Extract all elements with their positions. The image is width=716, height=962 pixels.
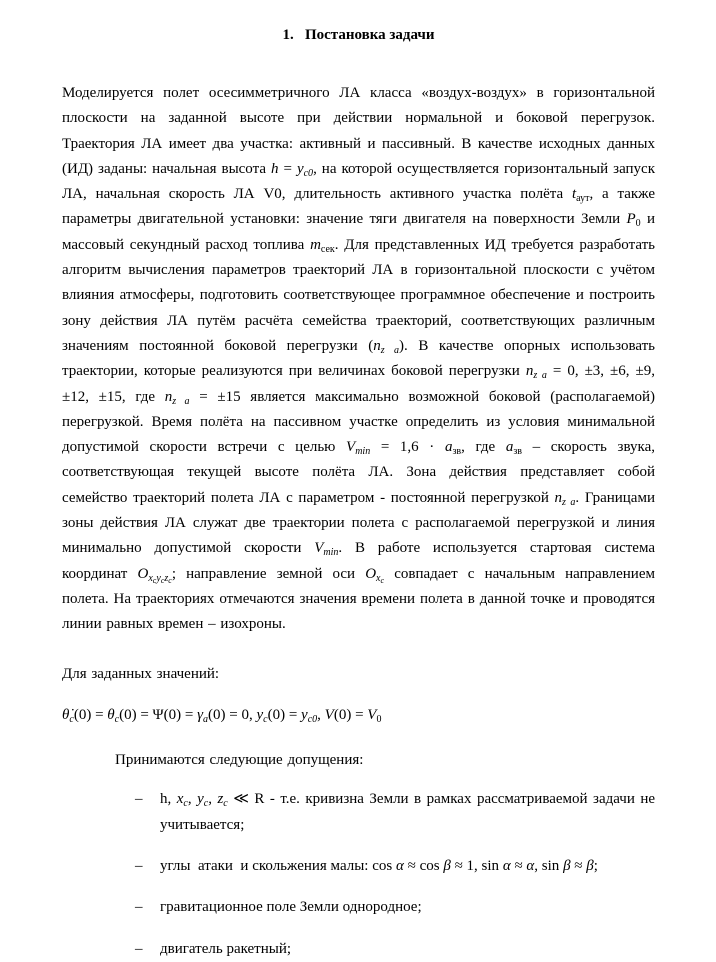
assumptions-list [62, 787, 655, 961]
dash-bullet-icon: – [135, 791, 143, 808]
initial-conditions-equation: $\thetȧ_c(0) = \theta_c(0) = \Psi(0) = \gamma_a(0) = 0$, $y_c(0) = y_{c0}$, $V(0) = V_0$ [62, 706, 382, 725]
assumption-item [62, 937, 655, 962]
given-values-label: Для заданных значений: [62, 665, 220, 682]
dash-bullet-icon: – [135, 899, 143, 916]
assumption-text: углы атаки и скольжения малы: cos α ≈ cos β ≈ 1, sin α ≈ α, sin β ≈ β; [160, 858, 598, 875]
assumption-text: гравитационное поле Земли однородное; [160, 899, 422, 916]
assumptions-intro: Принимаются следующие допущения: [115, 752, 364, 769]
dash-bullet-icon: – [135, 858, 143, 875]
problem-statement-paragraph: Моделируется полет осесимметричного ЛА класса «воздух-воздух» в горизонтальной плоскости на заданной высоте при действии нормальной и боковой перегрузок. Траектория ЛА имеет два участка: активный и пассивный. В качестве исходных данных (ИД) заданы: начальная высота $h = y_{c0}$, на которой осуществляется горизонтальный запуск ЛА, начальная скорость ЛА V0, длительность активного участка полёта $t_{аут}$, а также параметры двигательной установки: значение тяги двигателя на поверхности Земли $P_0$ и массовый секундный расход топлива $m_{сек}$. Для представленных ИД требуется разработать алгоритм вычисления параметров траекторий ЛА в горизонтальной плоскости с учётом влияния атмосферы, подготовить соответствующее программное обеспечение и построить зону действия ЛА путём расчёта семейства траекторий, соответствующих различным значениям постоянной боковой перегрузки $(n_{z a})$. В качестве опорных использовать траектории, которые реализуются при величинах боковой перегрузки $n_{z a} = 0$, ±3, ±6, ±9, ±12, ±15, где $n_{z a} = \pm 15$ является максимально возможной боковой (располагаемой) перегрузкой. Время полёта на пассивном участке определить из условия минимальной допустимой скорости встречи с целью $V_{min} = 1,6 \cdot a_{зв}$, где $a_{зв}$ – скорость звука, соответствующая текущей высоте полёта ЛА. Зона действия представляет собой семейство траекторий полета ЛА с параметром - постоянной перегрузкой $n_{z a}$. Границами зоны действия ЛА служат две траектории полета с располагаемой перегрузкой и линия минимально допустимой скорости $V_{min}$. В работе используется стартовая система координат $O_{xcyczc}$; направление земной оси $O_{xc}$ совпадает с начальным направлением полета. На траекториях отмечаются значения времени полета в данной точке и проводятся линии равных времен – изохроны. [62, 85, 656, 633]
assumption-text: h, $x_c$, $y_c$, $z_c$ ≪ R - т.е. кривизна Земли в рамках рассматриваемой задачи не учитывается; [160, 791, 656, 833]
assumption-item [62, 787, 655, 838]
assumption-item [62, 895, 655, 920]
section-title: 1. Постановка задачи [282, 27, 435, 43]
assumption-item [62, 854, 655, 879]
dash-bullet-icon: – [135, 940, 143, 957]
assumption-text: двигатель ракетный; [160, 940, 292, 957]
